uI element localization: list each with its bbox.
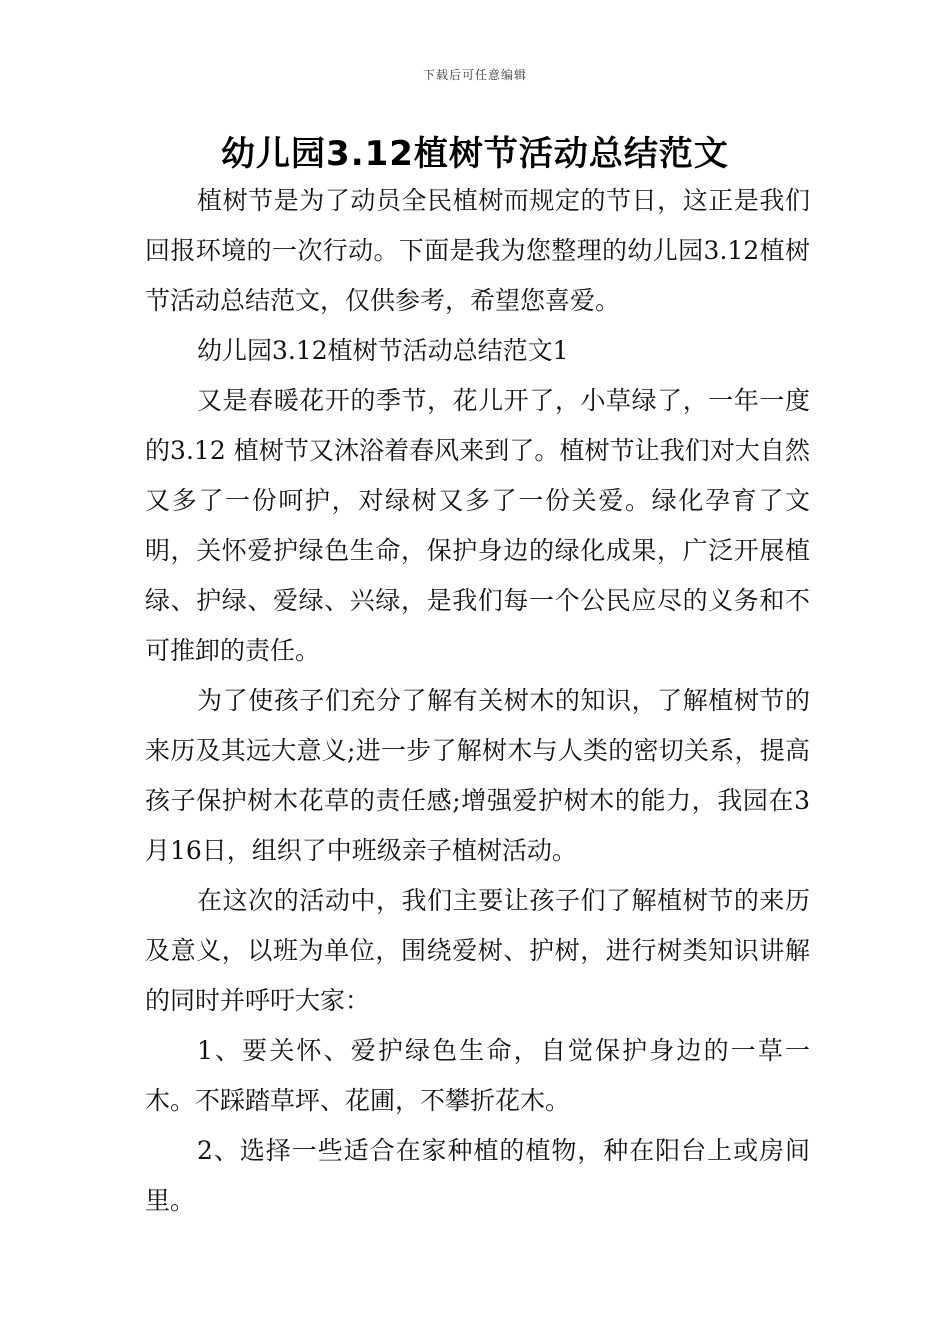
list-item: 2、选择一些适合在家种植的植物，种在阳台上或房间里。 xyxy=(145,1136,810,1215)
list-item: 1、要关怀、爱护绿色生命，自觉保护身边的一草一木。不踩踏草坪、花圃，不攀折花木。 xyxy=(145,1036,810,1115)
document-title: 幼儿园3.12植树节活动总结范文 xyxy=(221,134,729,174)
body-paragraph: 又是春暖花开的季节，花儿开了，小草绿了，一年一度的3.12 植树节又沐浴着春风来到了。植树节让我们对大自然又多了一份呵护，对绿树又多了一份关爱。绿化孕育了文明，关怀爱护绿色生命，保护身边的绿化成果，广泛开展植绿、护绿、爱绿、兴绿，是我们每一个公民应尽的义务和不可推卸的责任。 xyxy=(145,386,810,665)
body-paragraph: 为了使孩子们充分了解有关树木的知识，了解植树节的来历及其远大意义;进一步了解树木与人类的密切关系，提高孩子保护树木花草的责任感;增强爱护树木的能力，我园在3月16日，组织了中班级亲子植树活动。 xyxy=(145,686,810,865)
document-body xyxy=(145,176,810,1226)
header-note: 下载后可任意编辑 xyxy=(422,68,527,82)
body-paragraph: 在这次的活动中，我们主要让孩子们了解植树节的来历及意义，以班为单位，围绕爱树、护树，进行树类知识讲解的同时并呼吁大家： xyxy=(145,886,810,1015)
section-heading: 幼儿园3.12植树节活动总结范文1 xyxy=(197,336,569,365)
intro-paragraph: 植树节是为了动员全民植树而规定的节日，这正是我们回报环境的一次行动。下面是我为您整理的幼儿园3.12植树节活动总结范文，仅供参考，希望您喜爱。 xyxy=(145,186,810,315)
